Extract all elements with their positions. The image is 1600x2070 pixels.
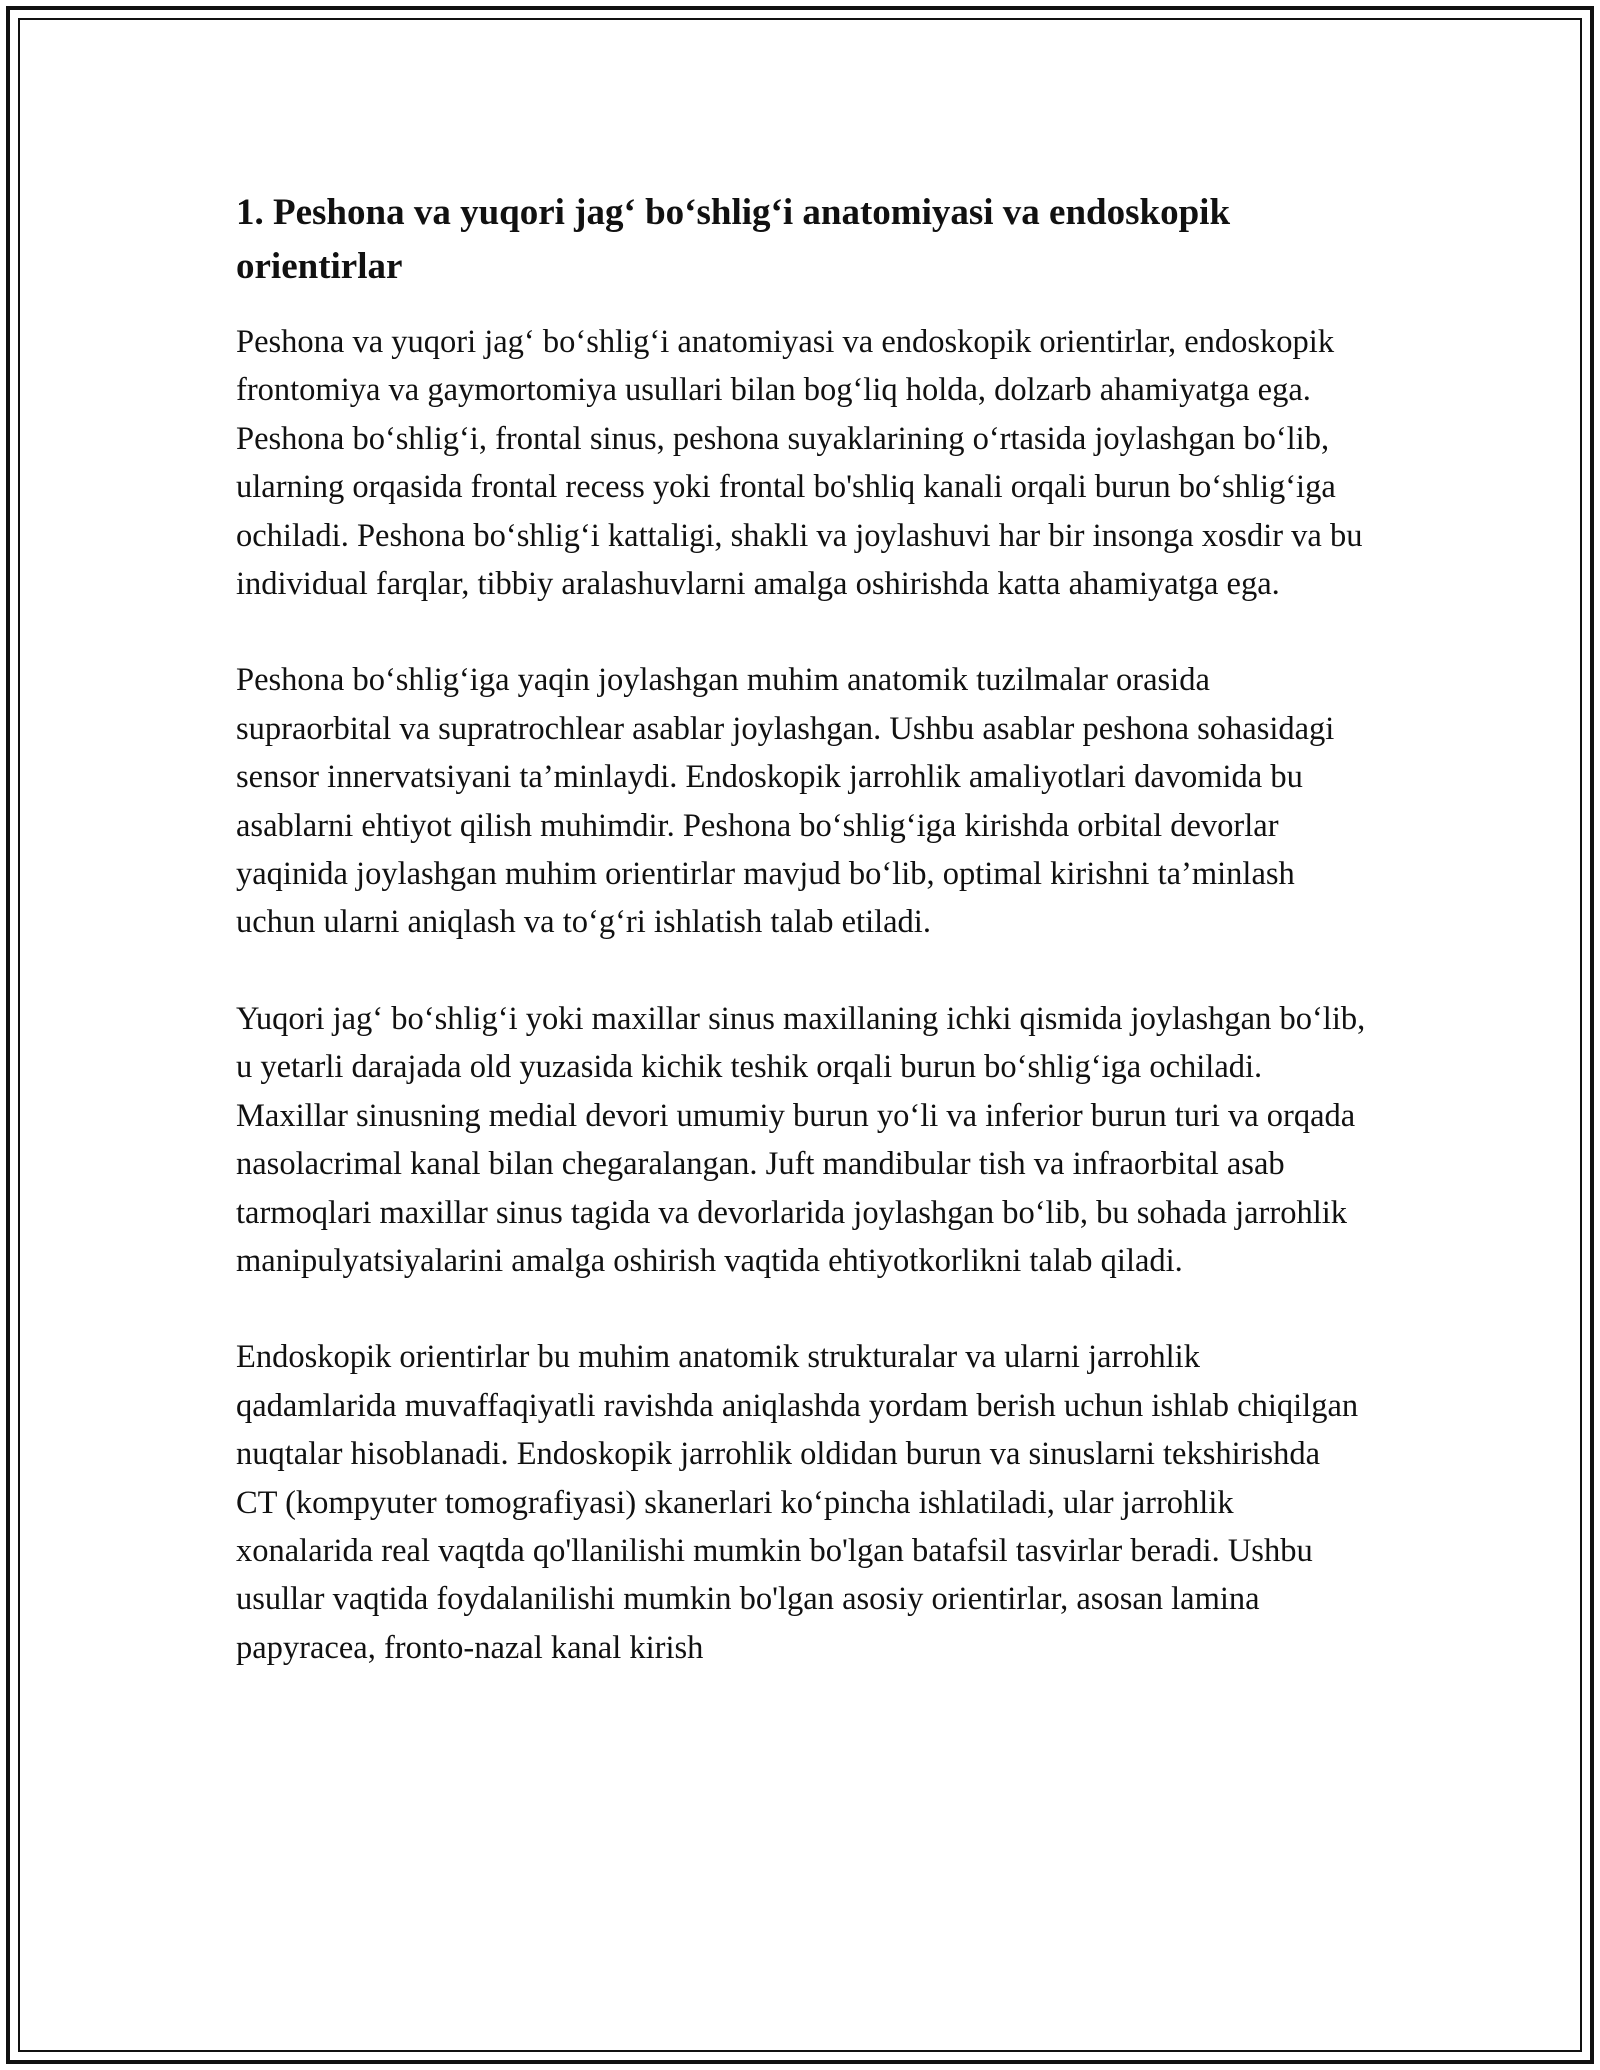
document-body [236,186,1366,1720]
paragraph-2: Peshona bo‘shlig‘iga yaqin joylashgan muhim anatomik tuzilmalar orasida supraorbital va supratrochlear asablar joylashgan. Ushbu asablar peshona sohasidagi sensor innervatsiyani ta’minlaydi. Endoskopik jarrohlik amaliyotlari davomida bu asablarni ehtiyot qilish muhimdir. Peshona bo‘shlig‘iga kirishda orbital devorlar yaqinida joylashgan muhim orientirlar mavjud bo‘lib, optimal kirishni ta’minlash uchun ularni aniqlash va to‘g‘ri ishlatish talab etiladi. [236,662,1335,941]
paragraph-4: Endoskopik orientirlar bu muhim anatomik strukturalar va ularni jarrohlik qadamlarida muvaffaqiyatli ravishda aniqlashda yordam berish uchun ishlab chiqilgan nuqtalar hisoblanadi. Endoskopik jarrohlik oldidan burun va sinuslarni tekshirishda CT (kompyuter tomografiyasi) skanerlari ko‘pincha ishlatiladi, ular jarrohlik xonalarida real vaqtda qo'llanilishi mumkin bo'lgan batafsil tasvirlar beradi. Ushbu usullar vaqtida foydalanilishi mumkin bo'lgan asosiy orientirlar, asosan lamina papyracea, fronto-nazal kanal kirish [236,1339,1359,1666]
paragraph-3: Yuqori jag‘ bo‘shlig‘i yoki maxillar sinus maxillaning ichki qismida joylashgan bo‘lib, u yetarli darajada old yuzasida kichik teshik orqali burun bo‘shlig‘iga ochiladi. Maxillar sinusning medial devori umumiy burun yo‘li va inferior burun turi va orqada nasolacrimal kanal bilan chegaralangan. Juft mandibular tish va infraorbital asab tarmoqlari maxillar sinus tagida va devorlarida joylashgan bo‘lib, bu sohada jarrohlik manipulyatsiyalarini amalga oshirish vaqtida ehtiyotkorlikni talab qiladi. [236,1000,1366,1279]
section-title: 1. Peshona va yuqori jag‘ bo‘shlig‘i anatomiyasi va endoskopik orientirlar [236,192,1231,287]
paragraph-1: Peshona va yuqori jag‘ bo‘shlig‘i anatomiyasi va endoskopik orientirlar, endoskopik frontomiya va gaymortomiya usullari bilan bog‘liq holda, dolzarb ahamiyatga ega. Peshona bo‘shlig‘i, frontal sinus, peshona suyaklarining o‘rtasida joylashgan bo‘lib, ularning orqasida frontal recess yoki frontal bo'shliq kanali orqali burun bo‘shlig‘iga ochiladi. Peshona bo‘shlig‘i kattaligi, shakli va joylashuvi har bir insonga xosdir va bu individual farqlar, tibbiy aralashuvlarni amalga oshirishda katta ahamiyatga ega. [236,324,1363,603]
